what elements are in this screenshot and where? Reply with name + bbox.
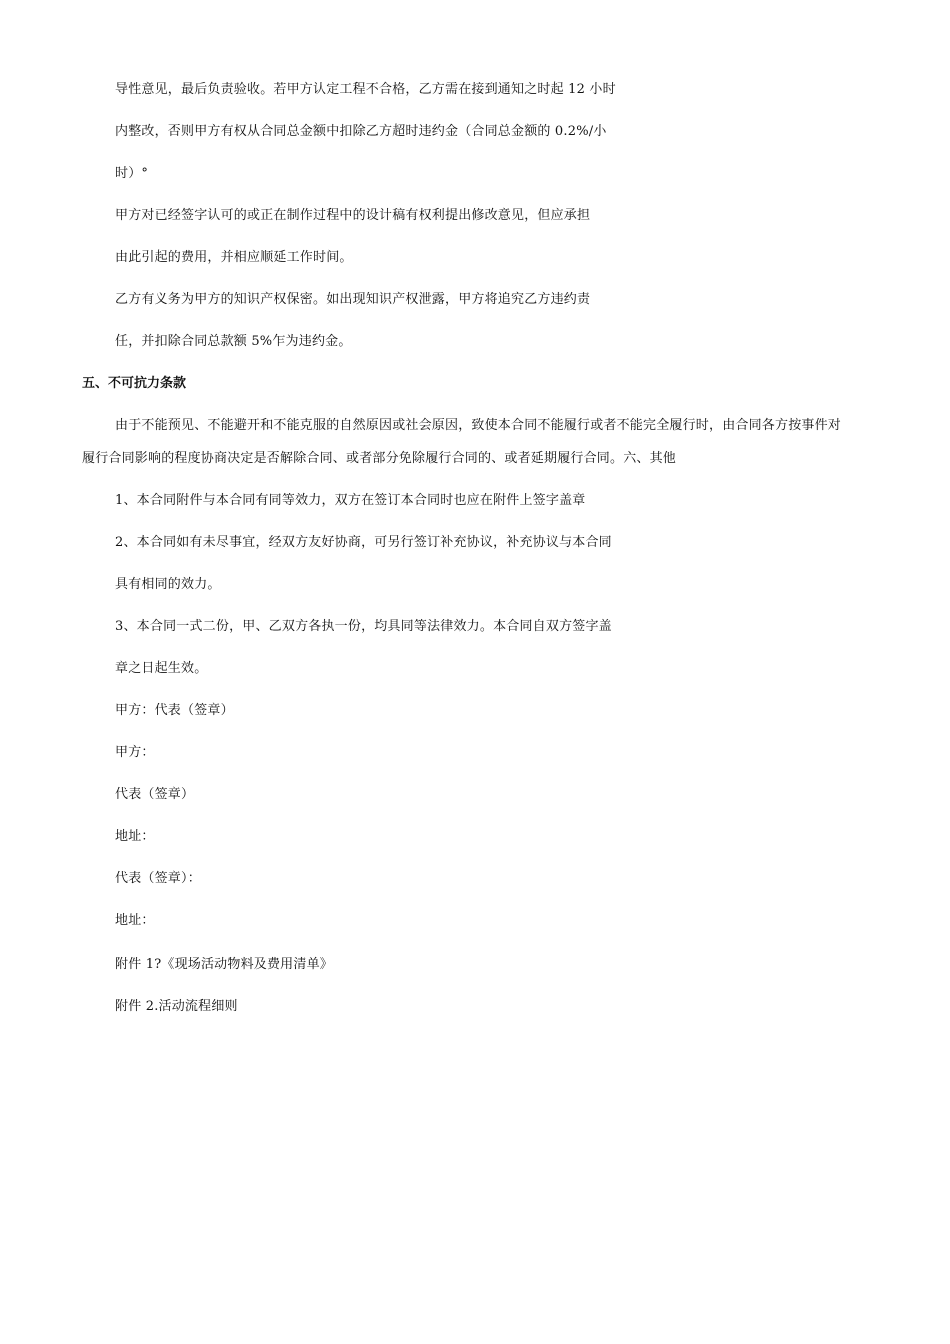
paragraph-line: 任，并扣除合同总款额 5%乍为违约金。 xyxy=(115,334,352,349)
list-item-continuation: 章之日起生效。 xyxy=(115,661,208,676)
paragraph-line: 甲方对已经签字认可的或正在制作过程中的设计稿有权利提出修改意见，但应承担 xyxy=(115,208,591,223)
paragraph-line: 内整改，否则甲方有权从合同总金额中扣除乙方超时违约金（合同总金额的 0.2%/小 xyxy=(115,124,607,139)
paragraph-line: 由此引起的费用，并相应顺延工作时间。 xyxy=(115,250,353,265)
list-item-continuation: 具有相同的效力。 xyxy=(115,577,221,592)
paragraph-line: 乙方有义务为甲方的知识产权保密。如出现知识产权泄露，甲方将追究乙方违约责 xyxy=(115,292,591,307)
list-item: 1、本合同附件与本合同有同等效力，双方在签订本合同时也应在附件上签字盖章 xyxy=(115,493,586,508)
address-line: 地址： xyxy=(115,829,155,844)
signature-line: 代表（签章） xyxy=(115,787,195,802)
attachment-line: 附件 1?《现场活动物料及费用清单》 xyxy=(115,957,333,972)
signature-line: 代表（签章）： xyxy=(115,871,201,886)
list-item: 3、本合同一式二份，甲、乙双方各执一份，均具同等法律效力。本合同自双方签字盖 xyxy=(115,619,612,634)
list-item: 2、本合同如有未尽事宜，经双方友好协商，可另行签订补充协议，补充协议与本合同 xyxy=(115,535,612,550)
address-line: 地址： xyxy=(115,913,155,928)
paragraph-line: 由于不能预见、不能避开和不能克服的自然原因或社会原因，致使本合同不能履行或者不能完全履行时，由合同各方按事件对 xyxy=(115,418,842,433)
section-heading-force-majeure: 五、不可抗力条款 xyxy=(82,376,187,391)
paragraph-line: 履行合同影响的程度协商决定是否解除合同、或者部分免除履行合同的、或者延期履行合同。六、其他 xyxy=(82,451,677,466)
paragraph-line: 时）° xyxy=(115,166,149,181)
attachment-line: 附件 2.活动流程细则 xyxy=(115,999,238,1014)
signature-line: 甲方： xyxy=(115,745,155,760)
paragraph-line: 导性意见，最后负责验收。若甲方认定工程不合格，乙方需在接到通知之时起 12 小时 xyxy=(115,82,616,97)
signature-line: 甲方：代表（签章） xyxy=(115,703,234,718)
